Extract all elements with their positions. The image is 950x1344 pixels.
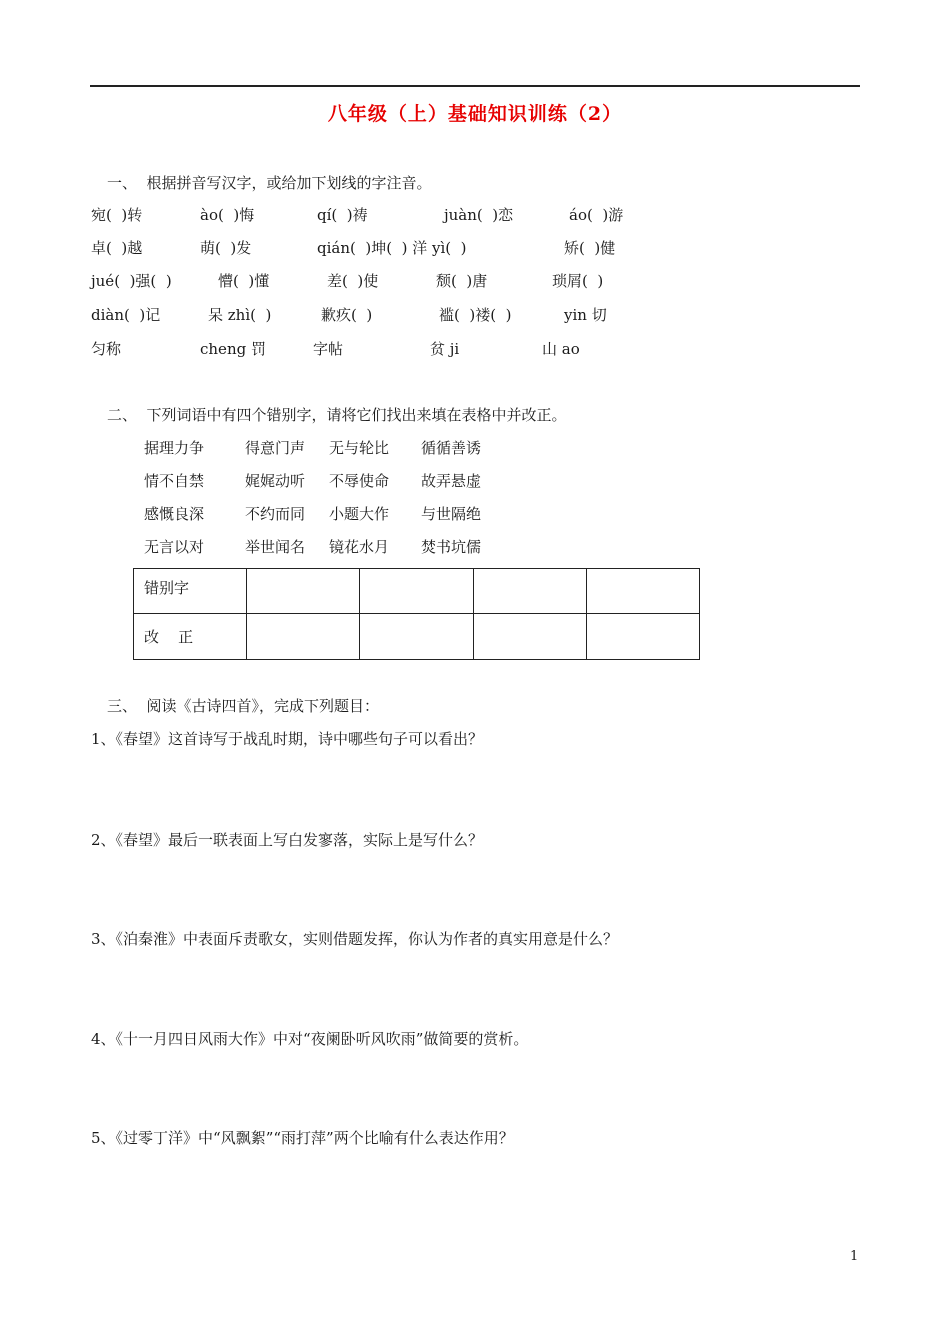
pinyin-item: yin 切 [564, 306, 607, 324]
top-rule [90, 85, 860, 87]
table-row-label [134, 569, 247, 614]
section2-heading: 二、 下列词语中有四个错别字，请将它们找出来填在表格中并改正。 [107, 406, 567, 424]
section1-heading: 一、 根据拼音写汉字，或给加下划线的字注音。 [107, 174, 432, 192]
answer-cell[interactable] [586, 614, 699, 660]
page-title: 八年级（上）基础知识训练（2） [327, 103, 623, 125]
question-3: 3、《泊秦淮》中表面斥责歌女，实则借题发挥，你认为作者的真实用意是什么？ [91, 930, 619, 948]
idiom-item: 情不自禁 [144, 472, 205, 490]
question-5: 5、《过零丁洋》中“风飘絮”“雨打萍”两个比喻有什么表达作用？ [91, 1129, 514, 1147]
pinyin-item: áo( )游 [569, 206, 624, 224]
pinyin-item: 呆 zhì( ) [208, 306, 272, 324]
idiom-item: 无言以对 [144, 538, 205, 556]
answer-cell[interactable] [247, 569, 360, 614]
section3-heading: 三、 阅读《古诗四首》，完成下列题目： [107, 697, 380, 715]
idiom-item: 举世闻名 [245, 538, 306, 556]
answer-cell[interactable] [360, 614, 473, 660]
question-4: 4、《十一月四日风雨大作》中对“夜阑卧听风吹雨”做简要的赏析。 [91, 1030, 529, 1048]
answer-cell[interactable] [473, 569, 586, 614]
idiom-item: 感慨良深 [144, 505, 205, 523]
pinyin-item: ào( )悔 [200, 206, 255, 224]
idiom-item: 焚书坑儒 [421, 538, 482, 556]
answer-cell[interactable] [586, 569, 699, 614]
idiom-item: 与世隔绝 [421, 505, 482, 523]
idiom-item: 镜花水月 [329, 538, 390, 556]
pinyin-item: jué( )强( ) [91, 272, 172, 290]
pinyin-item: qián( )坤( ) 洋 yì( ) [317, 239, 467, 257]
answer-cell[interactable] [360, 569, 473, 614]
correction-label: 改 正 [144, 628, 194, 646]
page-number: 1 [850, 1249, 859, 1264]
idiom-item: 小题大作 [329, 505, 390, 523]
table-row-label [134, 614, 247, 660]
question-1: 1、《春望》这首诗写于战乱时期，诗中哪些句子可以看出？ [91, 730, 484, 748]
idiom-item: 不约而同 [245, 505, 306, 523]
pinyin-item: 卓( )越 [91, 239, 143, 257]
pinyin-item: 颓( )唐 [436, 272, 488, 290]
pinyin-item: 差( )使 [327, 272, 379, 290]
idiom-item: 循循善诱 [421, 439, 482, 457]
idiom-item: 据理力争 [144, 439, 205, 457]
pinyin-item: 懵( )懂 [218, 272, 270, 290]
wrong-char-label: 错别字 [144, 579, 190, 597]
pinyin-item: 山 ao [542, 340, 580, 358]
pinyin-item: 萌( )发 [200, 239, 252, 257]
correction-table [133, 568, 700, 660]
pinyin-item: 贫 ji [430, 340, 460, 358]
question-2: 2、《春望》最后一联表面上写白发寥落，实际上是写什么？ [91, 831, 484, 849]
idiom-item: 无与轮比 [329, 439, 390, 457]
pinyin-item: 矫( )健 [564, 239, 616, 257]
pinyin-item: 匀称 [91, 340, 122, 358]
pinyin-item: juàn( )恋 [444, 206, 514, 224]
table-row [134, 614, 700, 660]
pinyin-item: 歉疚( ) [321, 306, 373, 324]
pinyin-item: qí( )祷 [317, 206, 368, 224]
idiom-item: 得意门声 [245, 439, 306, 457]
answer-cell[interactable] [247, 614, 360, 660]
idiom-item: 故弄悬虚 [421, 472, 482, 490]
pinyin-item: 褴( )褛( ) [439, 306, 512, 324]
idiom-item: 娓娓动听 [245, 472, 306, 490]
pinyin-item: cheng 罚 [200, 340, 266, 358]
answer-cell[interactable] [473, 614, 586, 660]
idiom-item: 不辱使命 [329, 472, 390, 490]
table-row [134, 569, 700, 614]
pinyin-item: 宛( )转 [91, 206, 143, 224]
pinyin-item: 字帖 [313, 340, 344, 358]
pinyin-item: 琐屑( ) [552, 272, 604, 290]
pinyin-item: diàn( )记 [91, 306, 161, 324]
